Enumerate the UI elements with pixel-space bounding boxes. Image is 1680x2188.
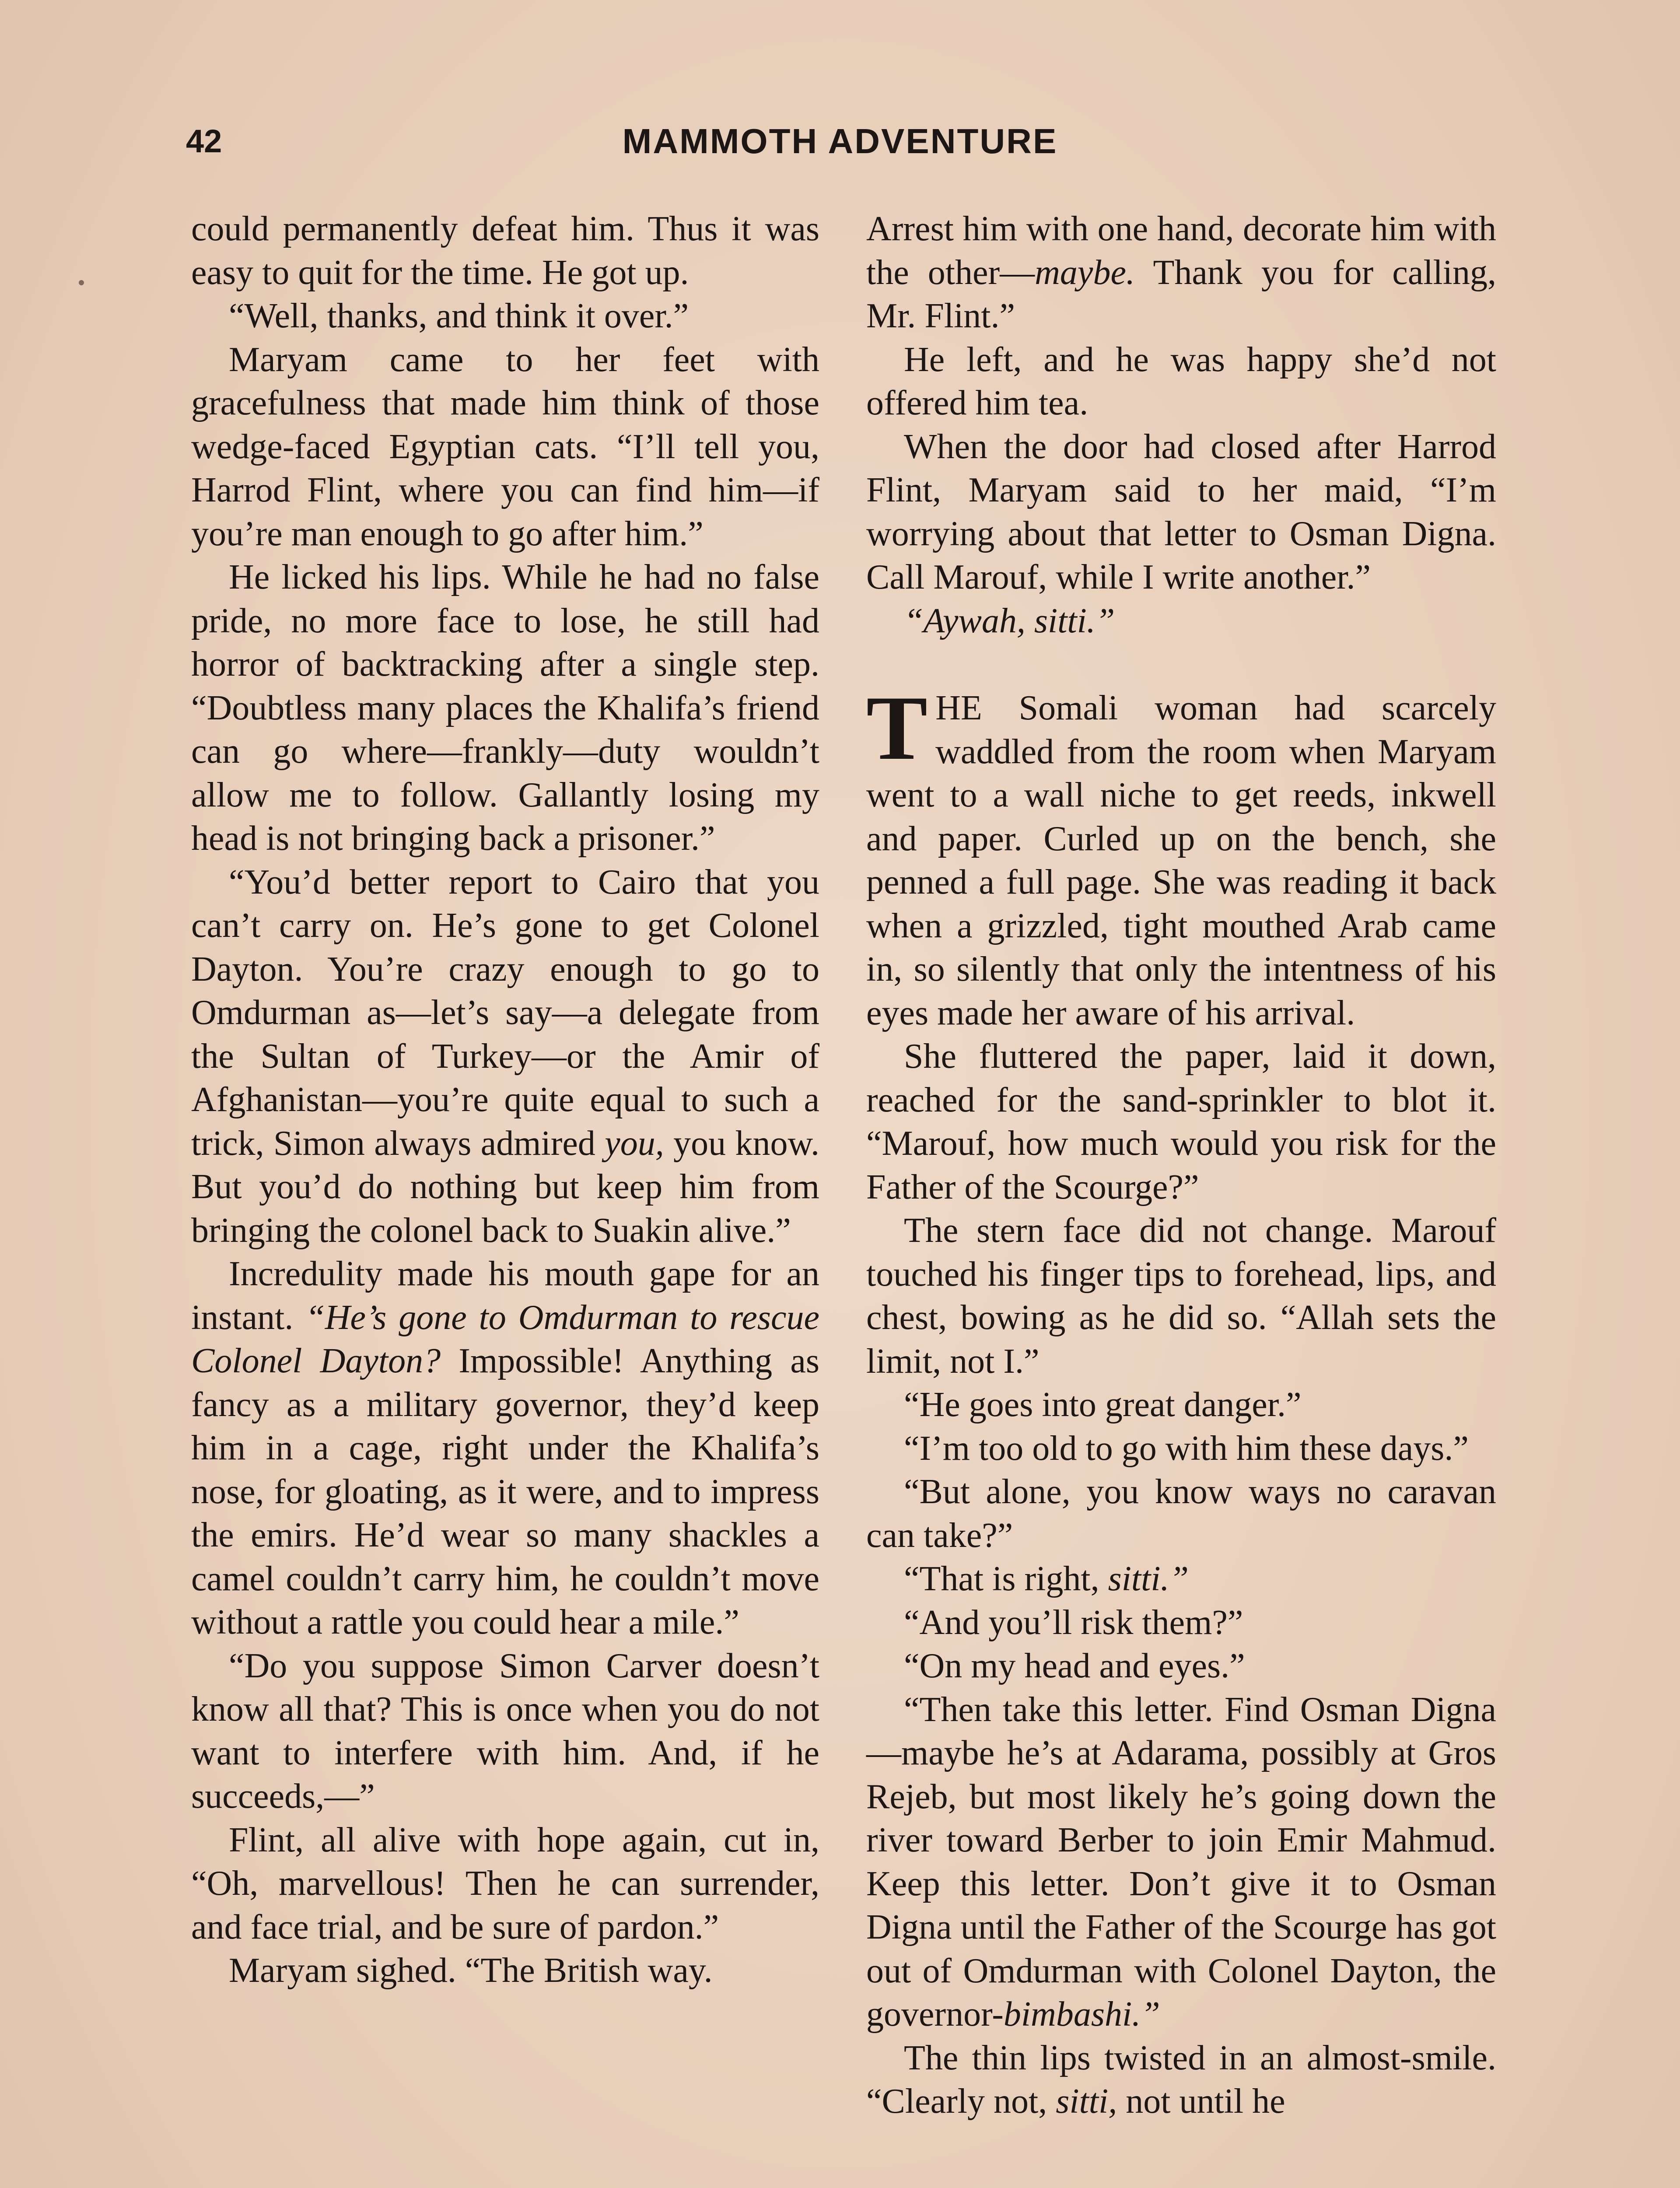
text-span: “That is right, <box>904 1560 1099 1598</box>
text-span: Thank you for calling, Mr. Flint.” <box>866 253 1497 335</box>
italic-span: sitti, <box>1056 2082 1117 2121</box>
paragraph: “And you’ll risk them?” <box>904 1603 1243 1642</box>
text-span: Arrest him with one hand, decorate him with the other— <box>866 210 1496 292</box>
italic-span: bimbashi.” <box>1003 1995 1160 2034</box>
page-number: 42 <box>186 123 222 159</box>
paragraph: “He goes into great danger.” <box>904 1385 1302 1424</box>
text-span: The thin lips twisted in an almost-smile. “Clearly not, <box>866 2038 1496 2121</box>
paragraph <box>191 861 819 1253</box>
text-span: Incredulity made his mouth gape for an instant. <box>191 1255 819 1337</box>
text-span: you know. But you’d do nothing but keep him from bringing the colonel back to Suakin alive.” <box>191 1124 820 1250</box>
paragraph: Flint, all alive with hope again, cut in, “Oh, marvellous! Then he can surrender, and face trial, and be sure of pardon.” <box>191 1820 819 1946</box>
paragraph <box>866 600 1496 643</box>
paragraph <box>866 1688 1496 2037</box>
paragraph: “But alone, you know ways no caravan can take?” <box>866 1473 1496 1555</box>
drop-cap: T <box>866 677 928 779</box>
paragraph: When the door had closed after Harrod Flint, Maryam said to her maid, “I’m worrying about that letter to Osman Digna. Call Marouf, while I write another.” <box>866 427 1496 596</box>
paragraph: She fluttered the paper, laid it down, reached for the sand-sprinkler to blot it. “Marouf, how much would you risk for the Father of the Scourge?” <box>866 1037 1496 1206</box>
paragraph: He licked his lips. While he had no false pride, no more face to lose, he still had horror of backtracking after a single step. “Doubtless many places the Khalifa’s friend can go where—frankly—duty wouldn’t allow me to follow. Gallantly losing my head is not bringing back a prisoner.” <box>191 558 819 858</box>
text-span: not until he <box>1126 2082 1285 2121</box>
running-title: MAMMOTH ADVENTURE <box>622 122 1058 161</box>
paragraph: Maryam sighed. “The British way. <box>229 1951 713 1990</box>
paragraph: “On my head and eyes.” <box>904 1647 1245 1685</box>
text-span: Impossible! Anything as fancy as a military governor, they’d keep him in a cage, right under the Khalifa’s nose, for gloating, as it were, and to impress the emirs. He’d wear so many shackles a camel couldn’t carry him, he couldn’t move without a rattle you could hear a mile.” <box>191 1342 820 1641</box>
italic-span: sitti.” <box>1108 1560 1189 1598</box>
text-span: HE Somali woman had scarcely waddled from the room when Maryam went to a wall niche to get reeds, inkwell and paper. Curled up on the bench, she penned a full page. She was reading it back when a grizzled, tight mouthed Arab came in, so silently that only the intentness of his eyes made her aware of his arrival. <box>866 689 1496 1032</box>
paragraph: “Do you suppose Simon Carver doesn’t know all that? This is once when you do not want to interfere with him. And, if he succeeds,—” <box>191 1646 819 1816</box>
paper-speck <box>79 280 84 285</box>
paragraph <box>866 1557 1496 1601</box>
paragraph: The stern face did not change. Marouf touched his finger tips to forehead, lips, and chest, bowing as he did so. “Allah sets the limit, not I.” <box>866 1211 1496 1381</box>
paragraph <box>866 207 1496 338</box>
italic-span: “He’s gone to Omdurman to rescue Colonel Dayton? <box>191 1298 820 1380</box>
paragraph <box>866 677 1496 1035</box>
text-span: “You’d better report to Cairo that you can’t carry on. He’s gone to get Colonel Dayton. You’re crazy enough to go to Omdurman as—let’s say—a delegate from the Sultan of Turkey—or the Amir of Afghanistan—you’re quite equal to such a trick, Simon always admired <box>191 863 819 1163</box>
page-header <box>0 117 1680 165</box>
paragraph: could permanently defeat him. Thus it was easy to quit for the time. He got up. <box>191 210 819 292</box>
paragraph: Maryam came to her feet with gracefulness that made him think of those wedge-faced Egyptian cats. “I’ll tell you, Harrod Flint, where you can find him—if you’re man enough to go after him.” <box>191 340 819 553</box>
italic-span: you, <box>605 1124 664 1163</box>
left-column <box>191 207 819 1993</box>
text-span: “Then take this letter. Find Osman Digna—maybe he’s at Adarama, possibly at Gros Rejeb, but most likely he’s going down the river toward Berber to join Emir Mahmud. Keep this letter. Don’t give it to Osman Digna until the Father of the Scourge has got out of Omdurman with Colonel Dayton, the governor- <box>866 1690 1496 2034</box>
italic-span: “Aywah, sitti.” <box>904 601 1115 640</box>
paragraph: He left, and he was happy she’d not offered him tea. <box>866 340 1496 422</box>
italic-span: maybe. <box>1035 253 1135 292</box>
paragraph <box>191 1252 819 1645</box>
paragraph: “Well, thanks, and think it over.” <box>229 297 689 335</box>
paragraph: “I’m too old to go with him these days.” <box>904 1429 1469 1468</box>
right-column <box>866 207 1496 2124</box>
paragraph <box>866 2037 1496 2124</box>
